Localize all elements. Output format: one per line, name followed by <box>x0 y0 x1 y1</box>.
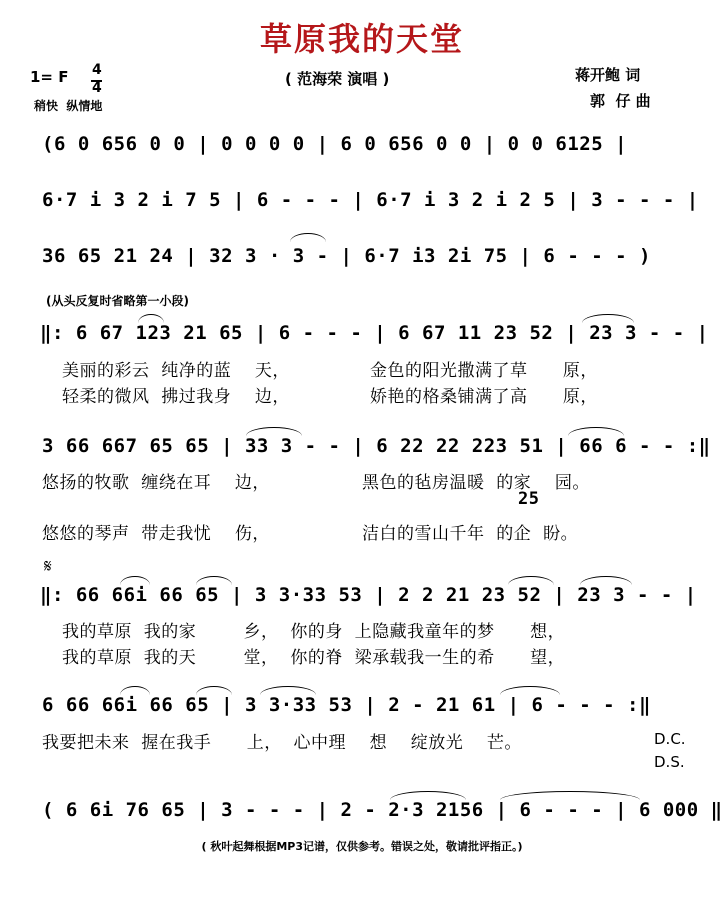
tie-curve <box>260 686 316 695</box>
lyric-verse1-line2: 金色的阳光撒满了草 原， <box>370 361 598 381</box>
notation-row-2: 6·7 i 3 2 i 7 5 | 6 - - - | 6·7 i 3 2 i 2 5 | 3 - - - | <box>42 189 699 211</box>
da-capo-marking: D.C. <box>654 730 686 748</box>
lyric-verse4-line1: 悠悠的琴声 带走我忧 伤， <box>42 524 270 544</box>
tie-curve <box>120 686 150 695</box>
tie-curve <box>196 576 232 585</box>
alternate-notes: 25 <box>518 489 540 509</box>
lyric-verse3-line1: 悠扬的牧歌 缠绕在耳 边， <box>42 473 270 493</box>
composer: 郭 仔 曲 <box>590 92 651 110</box>
lyric-verse3-line2: 黑色的毡房温暖 的家 园。 <box>362 473 590 493</box>
notation-row-8: ( 6 6i 76 65 | 3 - - - | 2 - 2·3 2156 | 6 - - - | 6 000 ‖ <box>42 799 723 821</box>
notation-row-5: 3 66 667 65 65 | 33 3 - - | 6 22 22 223 51 | 66 6 - - :‖ <box>42 435 711 457</box>
lyric-verse2-line2: 娇艳的格桑铺满了高 原， <box>370 387 598 407</box>
key-signature: 1= F <box>30 68 69 86</box>
repeat-note: (从头反复时省略第一小段) <box>46 294 189 308</box>
notation-row-7: 6 66 66i 66 65 | 3 3·33 53 | 2 - 21 61 | 6 - - - :‖ <box>42 694 651 716</box>
segno-sign: 𝄋 <box>44 556 52 577</box>
tie-curve <box>196 686 232 695</box>
transcription-note: ( 秋叶起舞根据MP3记谱，仅供参考。错误之处，敬请批评指正。) <box>201 840 523 853</box>
lyric-verse2-line1: 轻柔的微风 拂过我身 边， <box>62 387 290 407</box>
tie-curve <box>508 576 554 585</box>
tie-curve <box>500 686 560 695</box>
lyric-verse1-line1: 美丽的彩云 纯净的蓝 天， <box>62 361 290 381</box>
tie-curve <box>290 233 326 242</box>
tempo-marking: 稍快 纵情地 <box>34 99 103 113</box>
tie-curve <box>138 314 164 323</box>
lyric-chorus-line1: 我的草原 我的家 乡， 你的身 上隐藏我童年的梦 想， <box>62 622 566 642</box>
tie-curve <box>500 791 640 800</box>
lyric-chorus-line2: 我的草原 我的天 堂， 你的脊 梁承载我一生的希 望， <box>62 648 566 668</box>
song-title: 草原我的天堂 <box>259 20 464 58</box>
tie-curve <box>390 791 466 800</box>
time-signature-bottom: 4 <box>92 80 102 96</box>
tie-curve <box>246 427 302 436</box>
time-signature-top: 4 <box>92 62 102 78</box>
tie-curve <box>580 576 632 585</box>
tie-curve <box>120 576 150 585</box>
tie-curve <box>568 427 624 436</box>
lyric-chorus-line3: 我要把未来 握在我手 上， 心中理 想 绽放光 芒。 <box>42 733 522 753</box>
performer: ( 范海荣 演唱 ) <box>285 70 390 88</box>
lyricist: 蒋开鲍 词 <box>575 66 641 84</box>
notation-row-3: 36 65 21 24 | 32 3 · 3 - | 6·7 i3 2i 75 | 6 - - - ) <box>42 245 651 267</box>
notation-row-6: ‖: 66 66i 66 65 | 3 3·33 53 | 2 2 21 23 52 | 23 3 - - | <box>40 584 697 606</box>
notation-row-1: (6 0 656 0 0 | 0 0 0 0 | 6 0 656 0 0 | 0 0 6125 | <box>42 133 628 155</box>
tie-curve <box>582 314 634 323</box>
notation-row-4: ‖: 6 67 123 21 65 | 6 - - - | 6 67 11 23 52 | 23 3 - - | <box>40 322 709 344</box>
lyric-verse4-line2: 洁白的雪山千年 的企 盼。 <box>362 524 579 544</box>
dal-segno-marking: D.S. <box>654 753 685 771</box>
